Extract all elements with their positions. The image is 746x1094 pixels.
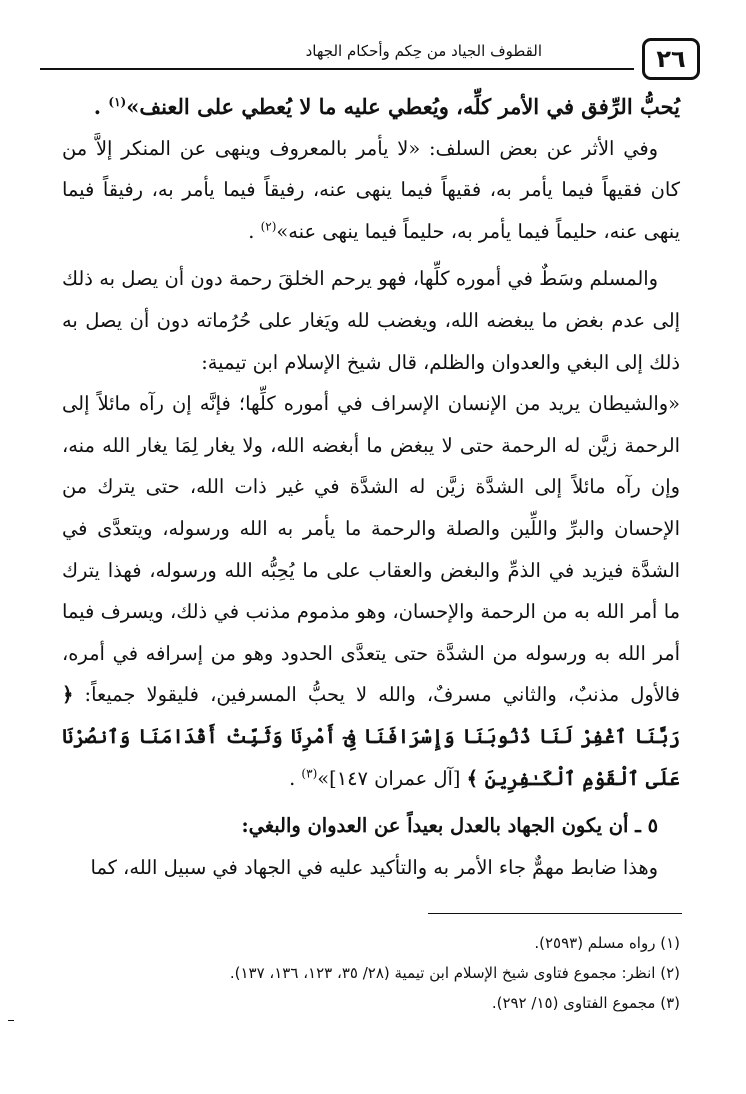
- footnote-3: (٣) مجموع الفتاوى (١٥/ ٢٩٢).: [491, 994, 680, 1012]
- quotation-text: «والشيطان يريد من الإنسان الإسراف في أموره كلِّها؛ فإنَّه إن رآه مائلاً إلى الرحمة زيَّن له الرحمة حتى لا يبغض ما أبغضه الله، ولا يغار لِمَا يغار الله منه، وإن رآه مائلاً إلى الشدَّة زيَّن له الشدَّة في غير ذات الله، حتى يترك من الإحسان والبرِّ واللِّين والصلة والرحمة ما يأمر به الله ورسوله، ويتعدَّى في الشدَّة فيزيد في الذمِّ والبغض والعقاب على ما يُحِبُّه الله ورسوله، فهذا يترك ما أمر الله به من الرحمة والإحسان، وهو مذموم مذنب في ذلك، ويسرف فيما أمر الله به ورسوله من الشدَّة حتى يتعدَّى الحدود وهو من إسرافه في أمره، فالأول مذنبٌ، والثاني مسرفٌ، والله لا يحبُّ المسرفين، فليقولا جميعاً:: [62, 392, 680, 707]
- footnote-ref-1: (١): [108, 95, 127, 109]
- scan-edge-mark: [8, 1020, 14, 1021]
- quran-verse: ﴿ رَبَّنَا ٱغْفِرْ لَنَا ذُنُوبَنَا وَإِسْرَافَنَا فِىٓ أَمْرِنَا وَثَبِّتْ أَقْدَامَنَا وَٱنصُرْنَا عَلَى ٱلْقَوْمِ ٱلْكَـٰفِرِينَ ﴾: [62, 683, 680, 790]
- verse-citation: [آل عمران ١٤٧]»: [317, 766, 461, 790]
- running-title: القطوف الجياد من حِكم وأحكام الجهاد: [298, 42, 550, 60]
- paragraph-1-text: يُحبُّ الرِّفق في الأمر كلِّه، ويُعطي عليه ما لا يُعطي على العنف»: [126, 94, 680, 119]
- footnotes: [60, 928, 680, 1018]
- section-heading: ٥ ـ أن يكون الجهاد بالعدل بعيداً عن العدوان والبغي:: [241, 814, 658, 838]
- paragraph-3: [62, 258, 680, 383]
- quotation-end: .: [289, 766, 296, 790]
- footnote-divider: [428, 913, 682, 914]
- paragraph-3-text: والمسلم وسَطٌ في أموره كلِّها، فهو يرحم الخلقَ رحمة دون أن يصل به ذلك إلى عدم بغض ما يبغضه الله، ويغضب لله ويَغار على حُرُماته دون أن يصل به ذلك إلى البغي والعدوان والظلم، قال شيخ الإسلام ابن تيمية:: [62, 267, 680, 374]
- footnote-ref-2: (٢): [260, 219, 277, 234]
- page-header: [40, 38, 700, 88]
- paragraph-2: [62, 128, 680, 253]
- paragraph-1: [62, 86, 680, 128]
- footnote-ref-3: (٣): [301, 766, 318, 781]
- footnote-1: (١) رواه مسلم (٢٥٩٣).: [534, 934, 680, 952]
- paragraph-1-end: .: [93, 94, 102, 119]
- page-number: ٢٦: [642, 38, 700, 80]
- quotation-paragraph: [62, 383, 680, 799]
- header-rule: [40, 68, 634, 70]
- body-text: [62, 86, 680, 888]
- paragraph-2-end: .: [248, 219, 255, 243]
- footnote-2: (٢) انظر: مجموع فتاوى شيخ الإسلام ابن تيمية (٢٨/ ٣٥، ١٢٣، ١٣٦، ١٣٧).: [229, 964, 680, 982]
- paragraph-6: وهذا ضابط مهمٌّ جاء الأمر به والتأكيد عليه في الجهاد في سبيل الله، كما: [90, 855, 658, 879]
- paragraph-2-text: وفي الأثر عن بعض السلف: «لا يأمر بالمعروف وينهى عن المنكر إلاَّ من كان فقيهاً فيما يأمر به، فقيهاً فيما ينهى عنه، رفيقاً فيما يأمر به، رفيقاً فيما ينهى عنه، حليماً فيما يأمر به، حليماً فيما ينهى عنه»: [62, 136, 680, 243]
